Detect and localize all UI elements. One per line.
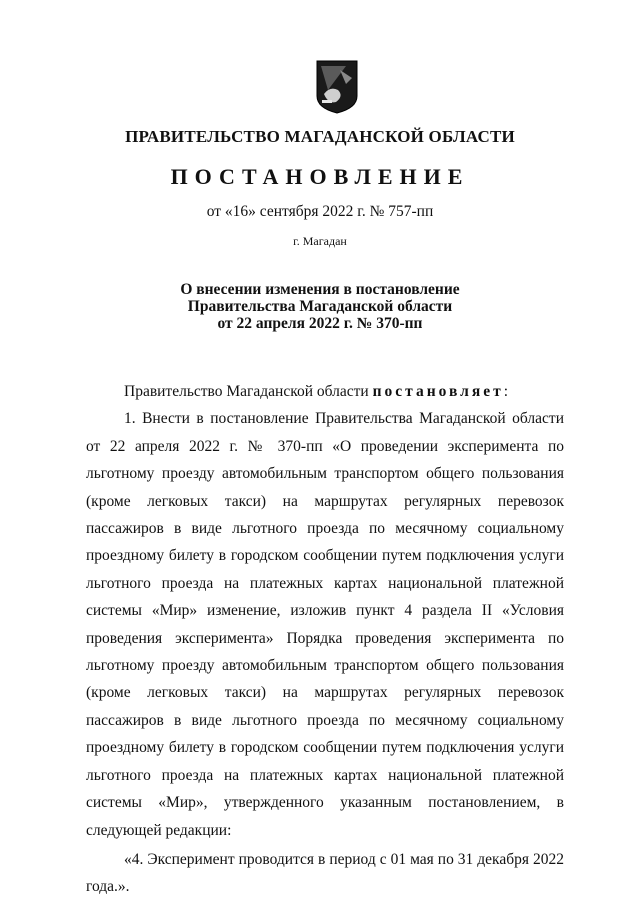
document-body <box>86 378 564 901</box>
intro-lead: Правительство Магаданской области <box>124 383 373 400</box>
subject-line: О внесении изменения в постановление <box>180 281 460 298</box>
quoted-amendment: «4. Эксперимент проводится в период с 01 мая по 31 декабря 2022 года.». <box>86 850 564 896</box>
intro-colon: : <box>503 383 509 400</box>
subject-line: от 22 апреля 2022 г. № 370-пп <box>217 315 423 332</box>
item-1-paragraph: 1. Внести в постановление Правительства Магаданской области от 22 апреля 2022 г. № 370-пп «О проведении эксперимента по льготному проезду автомобильным транспортом общего пользования (кроме легковых такси) на маршрутах регулярных перевозок пассажиров в виде льготного проезда по месячному социальному проездному билету в городском сообщении путем подключения услуги льготного проезда на платежных картах национальной платежной системы «Мир» изменение, изложив пункт 4 раздела II «Условия проведения эксперимента» Порядка проведения эксперимента по льготному проезду автомобильным транспортом общего пользования (кроме легковых такси) на маршрутах регулярных перевозок пассажиров в виде льготного проезда по месячному социальному проездному билету в городском сообщении путем подключения услуги льготного проезда на платежных картах национальной платежной системы «Мир», утвержденного указанным постановлением, в следующей редакции: <box>86 410 564 839</box>
coat-of-arms-icon <box>316 60 358 114</box>
intro-paragraph <box>86 378 564 405</box>
document-type: ПОСТАНОВЛЕНИЕ <box>170 164 470 189</box>
organization-title: ПРАВИТЕЛЬСТВО МАГАДАНСКОЙ ОБЛАСТИ <box>125 127 515 146</box>
subject-heading <box>0 281 640 332</box>
decree-verb: постановляет <box>372 383 504 400</box>
date-number-line: от «16» сентября 2022 г. № 757-пп <box>206 203 434 220</box>
subject-line: Правительства Магаданской области <box>187 298 453 315</box>
city-line: г. Магадан <box>293 234 347 248</box>
